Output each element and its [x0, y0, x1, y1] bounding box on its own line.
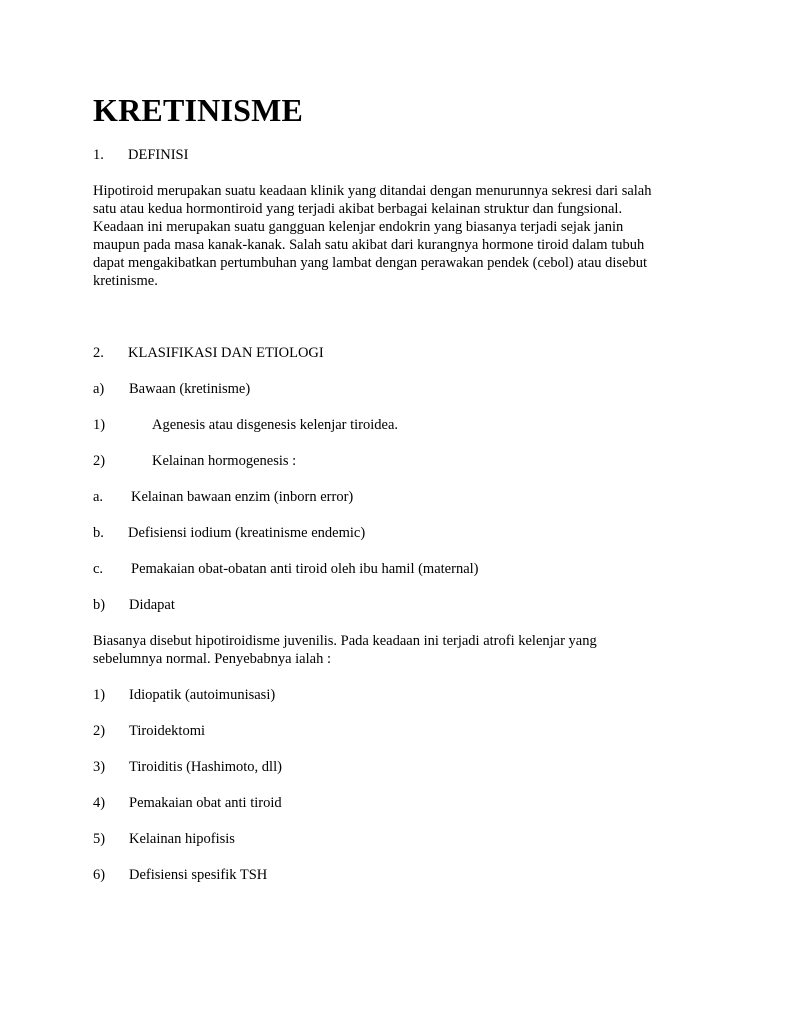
- list-text: Kelainan hormogenesis :: [152, 453, 297, 469]
- list-text: Idiopatik (autoimunisasi): [129, 687, 276, 703]
- list-marker: b): [93, 597, 106, 613]
- list-text: Defisiensi iodium (kreatinisme endemic): [128, 525, 366, 541]
- list-text: Kelainan hipofisis: [129, 831, 235, 847]
- list-marker: 3): [93, 759, 106, 775]
- paragraph-line: Hipotiroid merupakan suatu keadaan klinik yang ditandai dengan menurunnya sekresi dari salah: [93, 183, 652, 199]
- list-text: Tiroiditis (Hashimoto, dll): [129, 759, 282, 775]
- document-title: KRETINISME: [93, 92, 304, 128]
- list-text: Pemakaian obat anti tiroid: [129, 795, 282, 811]
- paragraph-line: Biasanya disebut hipotiroidisme juvenilis. Pada keadaan ini terjadi atrofi kelenjar yang: [93, 633, 597, 649]
- paragraph-line: satu atau kedua hormontiroid yang terjadi akibat berbagai kelainan struktur dan fungsional.: [93, 201, 623, 217]
- list-marker: 1): [93, 417, 106, 433]
- list-marker: 1): [93, 687, 106, 703]
- list-text: Agenesis atau disgenesis kelenjar tiroidea.: [152, 417, 399, 433]
- list-text: Kelainan bawaan enzim (inborn error): [131, 489, 354, 505]
- paragraph-line: Keadaan ini merupakan suatu gangguan kelenjar endokrin yang biasanya terjadi sejak janin: [93, 219, 624, 235]
- acquired-paragraph: [93, 632, 713, 668]
- list-marker: 2): [93, 723, 106, 739]
- paragraph-line: sebelumnya normal. Penyebabnya ialah :: [93, 651, 331, 667]
- list-marker: 5): [93, 831, 106, 847]
- list-marker: 2): [93, 453, 106, 469]
- list-marker: a.: [93, 489, 104, 505]
- paragraph-line: dapat mengakibatkan pertumbuhan yang lambat dengan perawakan pendek (cebol) atau disebut: [93, 255, 648, 271]
- list-marker: c.: [93, 561, 104, 577]
- definition-paragraph: [93, 182, 713, 290]
- section-title: DEFINISI: [128, 147, 189, 163]
- list-marker: 4): [93, 795, 106, 811]
- list-text: Defisiensi spesifik TSH: [129, 867, 268, 883]
- list-text: Pemakaian obat-obatan anti tiroid oleh ibu hamil (maternal): [131, 561, 479, 577]
- list-marker: 6): [93, 867, 106, 883]
- list-text: Bawaan (kretinisme): [129, 381, 251, 397]
- section-number: 2.: [93, 345, 104, 361]
- list-text: Tiroidektomi: [129, 723, 206, 739]
- section-title: KLASIFIKASI DAN ETIOLOGI: [128, 345, 324, 361]
- list-marker: a): [93, 381, 105, 397]
- list-marker: b.: [93, 525, 104, 541]
- list-text: Didapat: [129, 597, 175, 613]
- section-number: 1.: [93, 147, 104, 163]
- paragraph-line: kretinisme.: [93, 273, 158, 289]
- paragraph-line: maupun pada masa kanak-kanak. Salah satu akibat dari kurangnya hormone tiroid dalam tubuh: [93, 237, 645, 253]
